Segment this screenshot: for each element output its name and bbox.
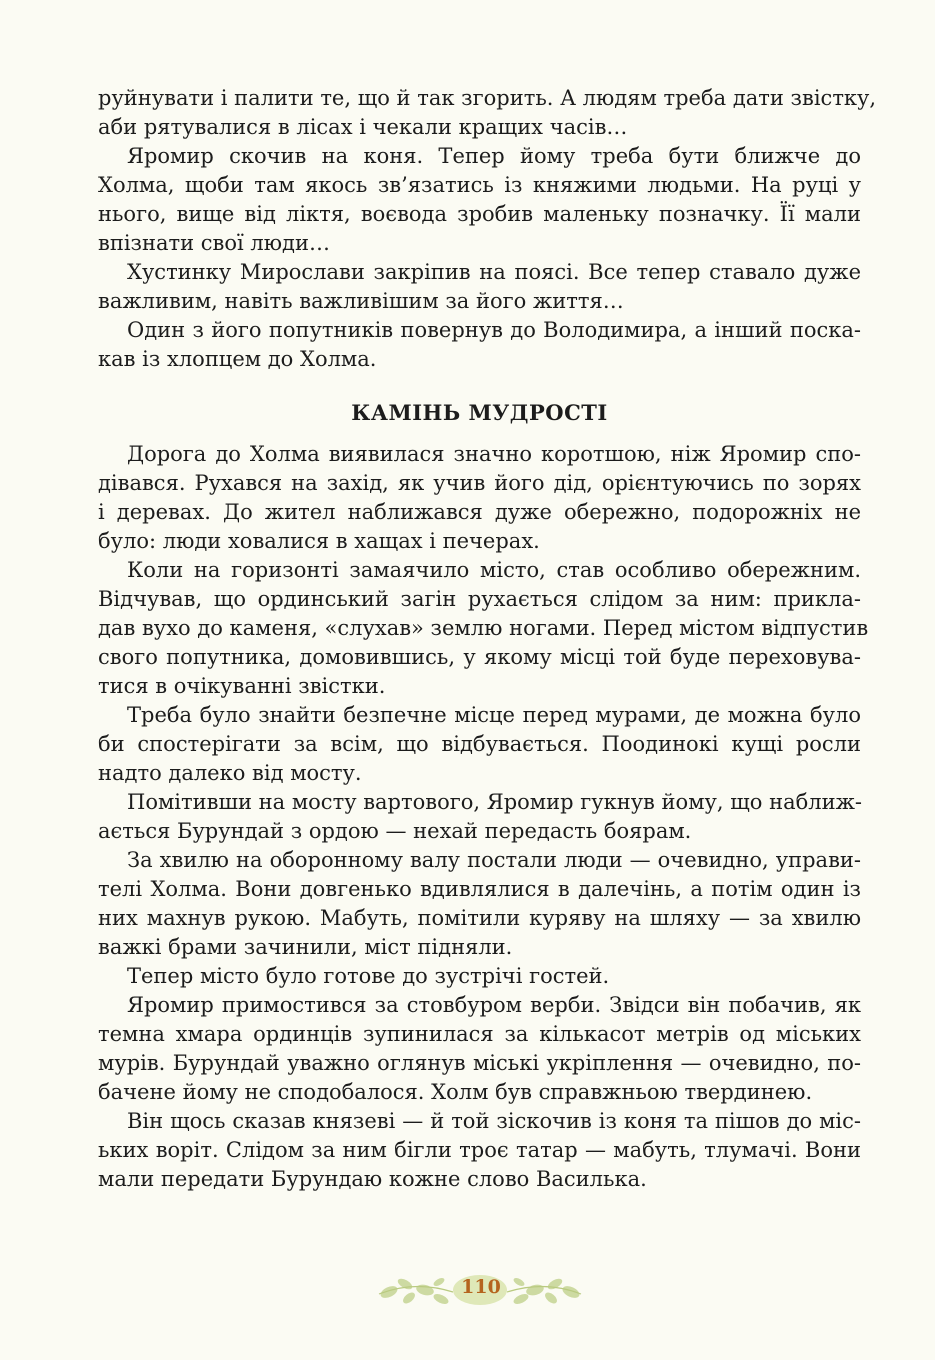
text-line: бачене йому не сподобалося. Холм був справжньою твердинею. (98, 1080, 813, 1104)
text-line: мали передати Бурундаю кожне слово Василька. (98, 1167, 647, 1191)
top-paragraph (98, 316, 861, 374)
text-line: Дорога до Холма виявилася значно коротшою, ніж Яромир спо- (127, 442, 861, 466)
main-paragraph (98, 440, 861, 556)
text-line: Хустинку Мирослави закріпив на поясі. Все тепер ставало дуже (127, 260, 861, 284)
text-line: важливим, навіть важливішим за його життя… (98, 289, 624, 313)
text-line: дав вухо до каменя, «слухав» землю ногами. Перед містом відпустив (98, 616, 869, 640)
text-line: Помітивши на мосту вартового, Яромир гукнув йому, що наближ- (127, 790, 862, 814)
top-paragraph (98, 258, 861, 316)
text-line: мурів. Бурундай уважно оглянув міські укріплення — очевидно, по- (98, 1051, 861, 1075)
text-line: Яромир примостився за стовбуром верби. Звідси він побачив, як (127, 993, 861, 1017)
text-line: було: люди ховалися в хащах і печерах. (98, 529, 540, 553)
text-line: Один з його попутників повернув до Володимира, а інший поска- (127, 318, 861, 342)
text-line: Холма, щоби там якось зв’язатись із княжими людьми. На руці у (98, 173, 861, 197)
page-number: 110 (461, 1276, 501, 1298)
main-paragraph (98, 991, 861, 1107)
top-paragraph (98, 142, 861, 258)
main-paragraph (98, 556, 869, 701)
text-line: руйнувати і палити те, що й так згорить. А людям треба дати звістку, (98, 86, 877, 110)
text-line: Тепер місто було готове до зустрічі гостей. (127, 964, 610, 988)
text-line: і деревах. До жител наближався дуже обережно, подорожніх не (98, 500, 861, 524)
text-line: Коли на горизонті замаячило місто, став особливо обережним. (127, 558, 861, 582)
text-line: нього, вище від ліктя, воєвода зробив маленьку позначку. Її мали (98, 202, 861, 226)
text-line: дівався. Рухався на захід, як учив його дід, орієнтуючись по зорях (98, 471, 861, 495)
text-line: Відчував, що ординський загін рухається слідом за ним: прикла- (98, 587, 861, 611)
text-line: них махнув рукою. Мабуть, помітили куряву на шляху — за хвилю (98, 906, 861, 930)
text-line: впізнати свої люди… (98, 231, 330, 255)
main-paragraph (98, 701, 861, 788)
text-line: тися в очікуванні звістки. (98, 674, 386, 698)
text-line: ьких воріт. Слідом за ним бігли троє татар — мабуть, тлумачі. Вони (98, 1138, 861, 1162)
text-line: ається Бурундай з ордою — нехай передасть боярам. (98, 819, 692, 843)
text-line: Яромир скочив на коня. Тепер йому треба бути ближче до (127, 144, 861, 168)
text-line: аби рятувалися в лісах і чекали кращих часів… (98, 115, 628, 139)
main-paragraph (98, 788, 861, 846)
text-line: важкі брами зачинили, міст підняли. (98, 935, 513, 959)
text-line: телі Холма. Вони довгенько вдивлялися в далечінь, а потім один із (98, 877, 861, 901)
text-line: темна хмара ординців зупинилася за кількасот метрів од міських (98, 1022, 861, 1046)
text-line: свого попутника, домовившись, у якому місці той буде переховува- (98, 645, 861, 669)
main-paragraph (98, 1107, 861, 1194)
text-line: надто далеко від мосту. (98, 761, 362, 785)
text-line: кав із хлопцем до Холма. (98, 347, 377, 371)
text-line: Треба було знайти безпечне місце перед мурами, де можна було (127, 703, 861, 727)
text-line: За хвилю на оборонному валу постали люди — очевидно, управи- (127, 848, 861, 872)
text-line: би спостерігати за всім, що відбувається. Поодинокі кущі росли (98, 732, 861, 756)
top-paragraph (98, 84, 877, 142)
chapter-heading: КАМІНЬ МУДРОСТІ (351, 400, 608, 425)
main-paragraph (98, 962, 861, 991)
text-line: Він щось сказав князеві — й той зіскочив із коня та пішов до міс- (127, 1109, 861, 1133)
main-paragraph (98, 846, 861, 962)
top-text-section (98, 84, 877, 374)
main-text-section (98, 440, 869, 1194)
